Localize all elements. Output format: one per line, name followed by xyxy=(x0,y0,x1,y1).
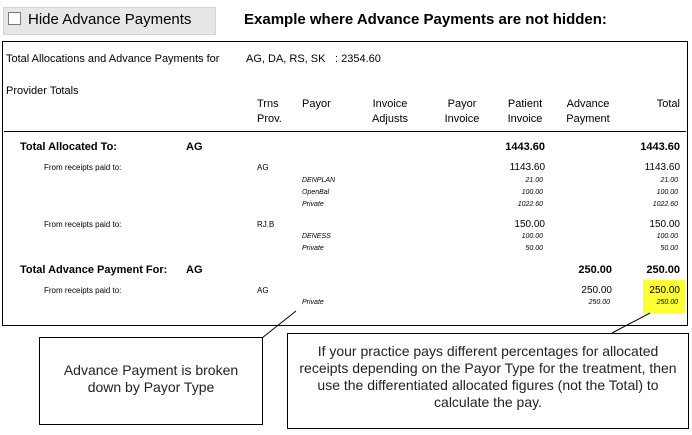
payor-patient-invoice: 100.00 xyxy=(521,233,543,240)
total-allocated-label: Total Allocated To: xyxy=(20,141,117,153)
payor-total: 1022.60 xyxy=(652,201,678,208)
header-total: Total xyxy=(656,98,680,110)
callout-payor-percentages: If your practice pays different percentages for allocated receipts depending on the Payor Type for the treatment, then use the differentiated allocated figures (not the Total) to calculate the pay. xyxy=(287,333,689,429)
header-advance-payment: Payment xyxy=(566,113,610,125)
payor-patient-invoice: 100.00 xyxy=(521,189,543,196)
total-allocated-provider: AG xyxy=(186,141,203,153)
receipts-label: From receipts paid to: xyxy=(44,286,122,295)
receipts-prov: RJ.B xyxy=(257,220,275,229)
receipts-patient-invoice: 150.00 xyxy=(514,219,545,230)
total-allocated-total: 1443.60 xyxy=(640,141,680,153)
payor-total: 100.00 xyxy=(656,233,678,240)
header-prov: Prov. xyxy=(257,113,282,125)
header-adjusts: Adjusts xyxy=(371,113,409,125)
header-patient: Patient xyxy=(507,98,543,110)
receipts-total: 250.00 xyxy=(649,285,680,296)
section-title: Provider Totals xyxy=(6,85,79,97)
payor-name: OpenBal xyxy=(302,189,330,196)
payor-total: 250.00 xyxy=(656,299,678,306)
receipts-patient-invoice: 1143.60 xyxy=(509,162,545,173)
total-allocations-value: : 2354.60 xyxy=(335,53,381,65)
payor-patient-invoice: 21.00 xyxy=(525,177,543,184)
example-title: Example where Advance Payments are not hidden: xyxy=(244,11,607,28)
header-patient-invoice: Invoice xyxy=(507,113,543,125)
receipts-total: 1143.60 xyxy=(644,162,680,173)
total-advance-payment: 250.00 xyxy=(578,264,612,276)
receipts-label: From receipts paid to: xyxy=(44,163,122,172)
total-advance-total: 250.00 xyxy=(646,264,680,276)
receipts-prov: AG xyxy=(257,286,269,295)
payor-total: 21.00 xyxy=(660,177,678,184)
payor-name: Private xyxy=(302,299,324,306)
payor-patient-invoice: 50.00 xyxy=(525,245,543,252)
receipts-total: 150.00 xyxy=(649,219,680,230)
payor-name: DENPLAN xyxy=(302,177,336,184)
header-trns: Trns xyxy=(257,98,279,110)
payor-name: DENESS xyxy=(302,233,331,240)
header-payor: Payor xyxy=(302,98,331,110)
header-advance: Advance xyxy=(566,98,610,110)
payor-name: Private xyxy=(302,245,324,252)
payor-patient-invoice: 1022.60 xyxy=(517,201,543,208)
payor-total: 100.00 xyxy=(656,189,678,196)
header-payor-invoice: Invoice xyxy=(444,113,480,125)
payor-total: 50.00 xyxy=(660,245,678,252)
total-allocated-patient-invoice: 1443.60 xyxy=(505,141,545,153)
payor-name: Private xyxy=(302,201,324,208)
total-allocations-label: Total Allocations and Advance Payments for xyxy=(6,53,220,65)
total-advance-label: Total Advance Payment For: xyxy=(20,264,168,276)
callout-advance-payment: Advance Payment is broken down by Payor Type xyxy=(39,337,263,425)
receipts-label: From receipts paid to: xyxy=(44,220,122,229)
header-payor-2: Payor xyxy=(447,98,477,110)
right-callout-connector xyxy=(612,313,650,333)
total-advance-provider: AG xyxy=(186,264,203,276)
payor-advance-payment: 250.00 xyxy=(588,299,610,306)
receipts-advance-payment: 250.00 xyxy=(581,285,612,296)
total-allocations-providers: AG, DA, RS, SK xyxy=(246,53,326,65)
header-invoice: Invoice xyxy=(372,98,408,110)
hide-advance-payments-label[interactable]: Hide Advance Payments xyxy=(28,11,192,28)
receipts-prov: AG xyxy=(257,163,269,172)
